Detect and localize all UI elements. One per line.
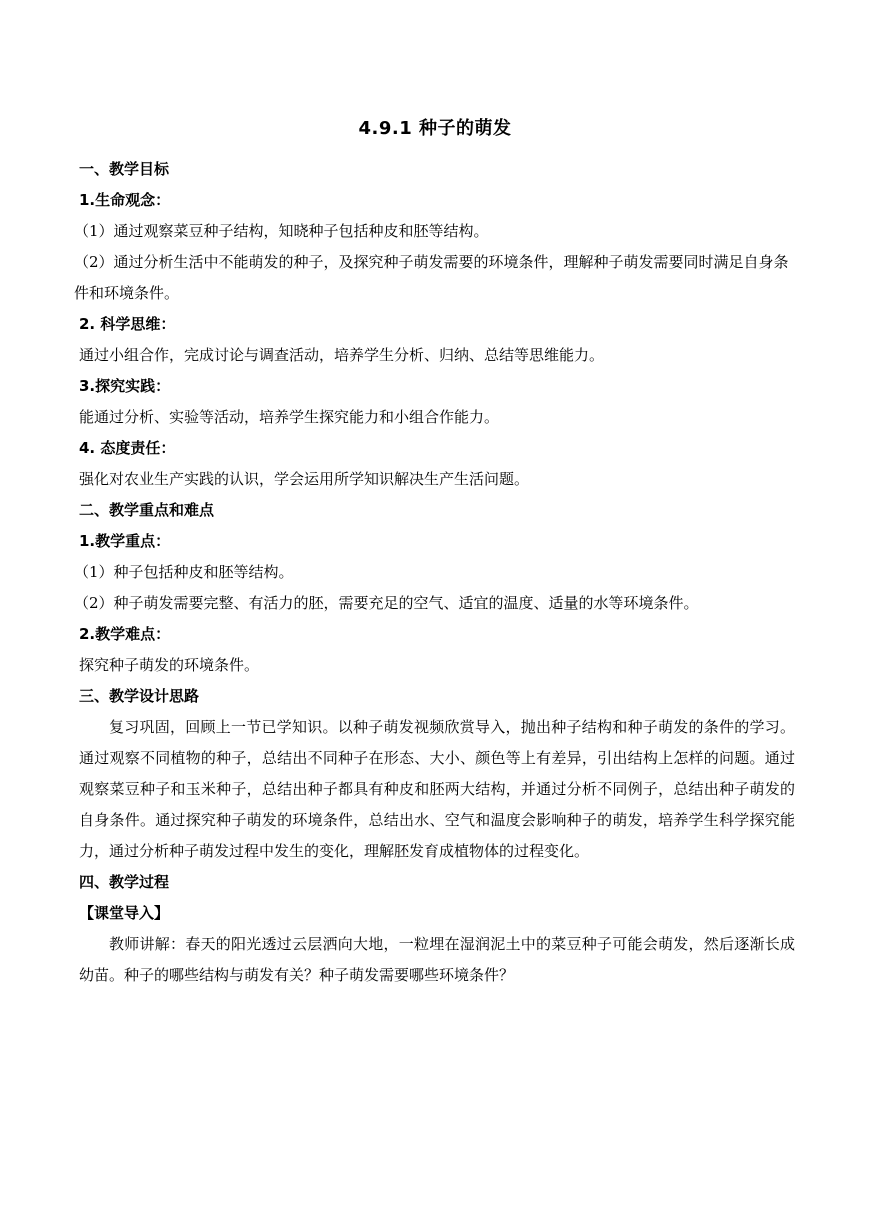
key-focus-item-2: （2）种子萌发需要完整、有活力的胚，需要充足的空气、适宜的温度、适量的水等环境条件。 bbox=[74, 594, 699, 612]
objective-item-2: （2）通过分析生活中不能萌发的种子，及探究种子萌发需要的环境条件，理解种子萌发需要同时满足自身条件和环境条件。 bbox=[74, 253, 789, 302]
subheading-life-concept: 1.生命观念： bbox=[79, 191, 171, 209]
subheading-attitude: 4. 态度责任： bbox=[79, 439, 176, 457]
document-title: 4.9.1 种子的萌发 bbox=[358, 118, 512, 139]
paragraph-design: 复习巩固，回顾上一节已学知识。以种子萌发视频欣赏导入，抛出种子结构和种子萌发的条件的学习。通过观察不同植物的种子，总结出不同种子在形态、大小、颜色等上有差异，引出结构上怎样的问题。通过观察菜豆种子和玉米种子，总结出种子都具有种皮和胚两大结构，并通过分析不同例子，总结出种子萌发的自身条件。通过探究种子萌发的环境条件，总结出水、空气和温度会影响种子的萌发，培养学生科学探究能力，通过分析种子萌发过程中发生的变化，理解胚发育成植物体的过程变化。 bbox=[79, 718, 795, 860]
key-focus-item-1: （1）种子包括种皮和胚等结构。 bbox=[74, 563, 294, 581]
paragraph-inquiry-practice: 能通过分析、实验等活动，培养学生探究能力和小组合作能力。 bbox=[79, 408, 500, 426]
section-heading-key-points: 二、教学重点和难点 bbox=[79, 501, 215, 519]
objective-item-1: （1）通过观察菜豆种子结构，知晓种子包括种皮和胚等结构。 bbox=[74, 222, 489, 240]
subheading-key-focus: 1.教学重点： bbox=[79, 532, 171, 550]
section-heading-design: 三、教学设计思路 bbox=[79, 687, 200, 705]
subheading-inquiry-practice: 3.探究实践： bbox=[79, 377, 171, 395]
paragraph-difficulty: 探究种子萌发的环境条件。 bbox=[79, 656, 260, 674]
section-heading-objectives: 一、教学目标 bbox=[79, 160, 170, 178]
document-body bbox=[74, 154, 795, 991]
section-heading-process: 四、教学过程 bbox=[79, 873, 170, 891]
subheading-scientific-thinking: 2. 科学思维： bbox=[79, 315, 176, 333]
paragraph-introduction: 教师讲解：春天的阳光透过云层洒向大地，一粒埋在湿润泥土中的菜豆种子可能会萌发，然后逐渐长成幼苗。种子的哪些结构与萌发有关？种子萌发需要哪些环境条件？ bbox=[79, 935, 795, 984]
subheading-introduction: 【课堂导入】 bbox=[79, 904, 170, 922]
paragraph-scientific-thinking: 通过小组合作，完成讨论与调查活动，培养学生分析、归纳、总结等思维能力。 bbox=[79, 346, 605, 364]
subheading-difficulty: 2.教学难点： bbox=[79, 625, 171, 643]
paragraph-attitude: 强化对农业生产实践的认识，学会运用所学知识解决生产生活问题。 bbox=[79, 470, 530, 488]
